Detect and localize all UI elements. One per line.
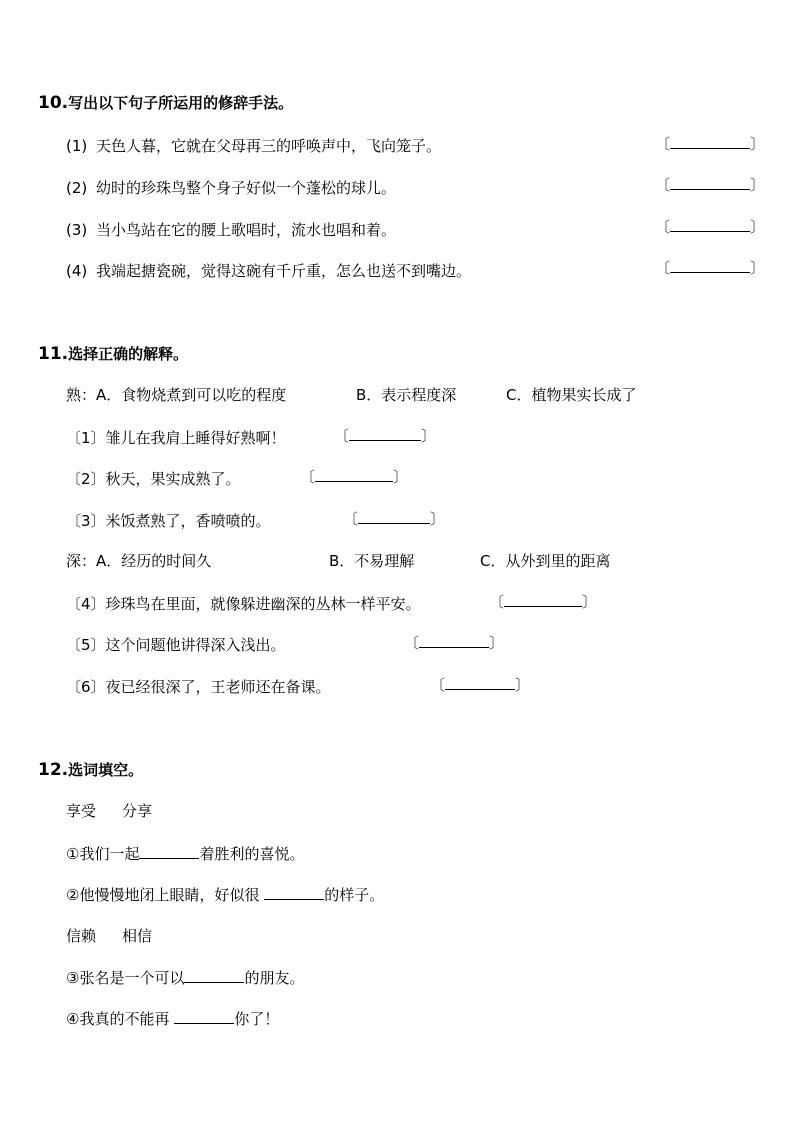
shen-definitions [66, 550, 211, 571]
q11-answer-2[interactable] [300, 466, 408, 487]
fill-blank-4[interactable] [174, 1009, 234, 1024]
q11-heading [38, 343, 188, 364]
bracket-open: 〔 [655, 176, 671, 194]
bracket-close: 〕 [430, 510, 446, 528]
word-1: 享受 [66, 802, 97, 820]
q11-item-5 [66, 634, 286, 655]
answer-line[interactable] [349, 426, 421, 441]
bracket-close: 〕 [489, 634, 505, 652]
q12-sentence-2 [66, 884, 384, 905]
q11-item-4-num: 〔4〕 [66, 595, 106, 613]
q11-item-3 [66, 510, 271, 531]
fill-blank-2[interactable] [264, 885, 324, 900]
q10-number: 10. [38, 93, 69, 113]
bracket-open: 〔 [430, 676, 446, 694]
bracket-close: 〕 [393, 468, 409, 486]
q11-item-2 [66, 468, 241, 489]
answer-line[interactable] [315, 467, 393, 482]
word-group-1 [66, 800, 152, 821]
q10-title: 写出以下句子所运用的修辞手法。 [68, 94, 294, 112]
bracket-open: 〔 [655, 135, 671, 153]
q11-item-3-num: 〔3〕 [66, 512, 106, 530]
sentence-1-post: 着胜利的喜悦。 [199, 845, 305, 863]
q10-heading [38, 92, 293, 113]
sentence-4-post: 你了！ [234, 1010, 280, 1028]
q12-sentence-1 [66, 843, 304, 864]
q10-item-1 [66, 135, 441, 156]
fill-blank-3[interactable] [184, 968, 244, 983]
q10-answer-2[interactable] [655, 174, 765, 195]
q11-item-6-num: 〔6〕 [66, 678, 106, 696]
q11-answer-1[interactable] [334, 425, 436, 446]
q10-item-2-text: 幼时的珍珠鸟整个身子好似一个蓬松的球儿。 [96, 179, 397, 197]
answer-line[interactable] [670, 258, 750, 273]
q11-item-1 [66, 427, 286, 448]
bracket-close: 〕 [750, 259, 766, 277]
q10-item-2-num: (2) [66, 179, 88, 197]
sentence-1-pre: ①我们一起 [66, 845, 140, 863]
shu-head: 熟：A．食物烧煮到可以吃的程度 [66, 386, 287, 404]
q11-item-3-text: 米饭煮熟了，香喷喷的。 [105, 512, 271, 530]
sentence-3-pre: ③张名是一个可以 [66, 969, 185, 987]
sentence-4-pre: ④我真的不能再 [66, 1010, 175, 1028]
q10-item-1-num: (1) [66, 137, 88, 155]
bracket-open: 〔 [489, 593, 505, 611]
bracket-open: 〔 [655, 218, 671, 236]
q10-item-2 [66, 177, 396, 198]
answer-line[interactable] [504, 592, 582, 607]
q11-answer-4[interactable] [489, 591, 597, 612]
q12-heading [38, 759, 143, 780]
q11-number: 11. [38, 344, 69, 364]
shu-option-b: B．表示程度深 [356, 386, 457, 404]
q10-item-3-num: (3) [66, 221, 88, 239]
q11-item-1-text: 雏儿在我肩上睡得好熟啊！ [105, 429, 286, 447]
q11-item-5-text: 这个问题他讲得深入浅出。 [105, 636, 286, 654]
bracket-close: 〕 [515, 676, 531, 694]
q10-item-3-text: 当小鸟站在它的腰上歌唱时，流水也唱和着。 [96, 221, 397, 239]
bracket-close: 〕 [750, 218, 766, 236]
q10-item-4-text: 我端起搪瓷碗，觉得这碗有千斤重，怎么也送不到嘴边。 [96, 262, 472, 280]
answer-line[interactable] [670, 175, 750, 190]
bracket-open: 〔 [334, 427, 350, 445]
q12-title: 选词填空。 [68, 761, 144, 779]
answer-line[interactable] [670, 134, 750, 149]
bracket-close: 〕 [750, 135, 766, 153]
shen-option-c: C．从外到里的距离 [480, 552, 611, 570]
sentence-2-pre: ②他慢慢地闭上眼睛，好似很 [66, 886, 265, 904]
q11-title: 选择正确的解释。 [68, 345, 189, 363]
bracket-open: 〔 [655, 259, 671, 277]
q11-answer-6[interactable] [430, 674, 530, 695]
q10-item-3 [66, 219, 396, 240]
word-4: 相信 [122, 927, 153, 945]
answer-line[interactable] [445, 675, 515, 690]
shen-head: 深：A．经历的时间久 [66, 552, 212, 570]
shen-option-b: B．不易理解 [329, 552, 415, 570]
bracket-open: 〔 [300, 468, 316, 486]
word-2: 分享 [122, 802, 153, 820]
q11-answer-5[interactable] [404, 632, 504, 653]
q11-item-2-text: 秋天，果实成熟了。 [105, 470, 241, 488]
q10-item-4 [66, 260, 471, 281]
sentence-3-post: 的朋友。 [244, 969, 305, 987]
q11-item-5-num: 〔5〕 [66, 636, 106, 654]
bracket-close: 〕 [421, 427, 437, 445]
q11-item-4 [66, 593, 421, 614]
answer-line[interactable] [419, 633, 489, 648]
fill-blank-1[interactable] [139, 844, 199, 859]
q10-answer-4[interactable] [655, 257, 765, 278]
bracket-open: 〔 [343, 510, 359, 528]
q11-item-1-num: 〔1〕 [66, 429, 106, 447]
q11-item-4-text: 珍珠鸟在里面，就像躲进幽深的丛林一样平安。 [105, 595, 421, 613]
answer-line[interactable] [358, 509, 430, 524]
q11-item-6-text: 夜已经很深了，王老师还在备课。 [105, 678, 331, 696]
answer-line[interactable] [670, 217, 750, 232]
word-3: 信赖 [66, 927, 97, 945]
sentence-2-post: 的样子。 [324, 886, 385, 904]
q11-item-2-num: 〔2〕 [66, 470, 106, 488]
q10-answer-1[interactable] [655, 133, 765, 154]
shu-definitions [66, 384, 286, 405]
q11-item-6 [66, 676, 331, 697]
q10-item-1-text: 天色人暮，它就在父母再三的呼唤声中，飞向笼子。 [96, 137, 442, 155]
bracket-close: 〕 [750, 176, 766, 194]
q12-number: 12. [38, 760, 69, 780]
q12-sentence-4 [66, 1008, 279, 1029]
bracket-open: 〔 [404, 634, 420, 652]
bracket-close: 〕 [582, 593, 598, 611]
q11-answer-3[interactable] [343, 508, 445, 529]
q10-answer-3[interactable] [655, 216, 765, 237]
shu-option-c: C．植物果实长成了 [506, 386, 637, 404]
word-group-2 [66, 925, 152, 946]
q12-sentence-3 [66, 967, 304, 988]
q10-item-4-num: (4) [66, 262, 88, 280]
